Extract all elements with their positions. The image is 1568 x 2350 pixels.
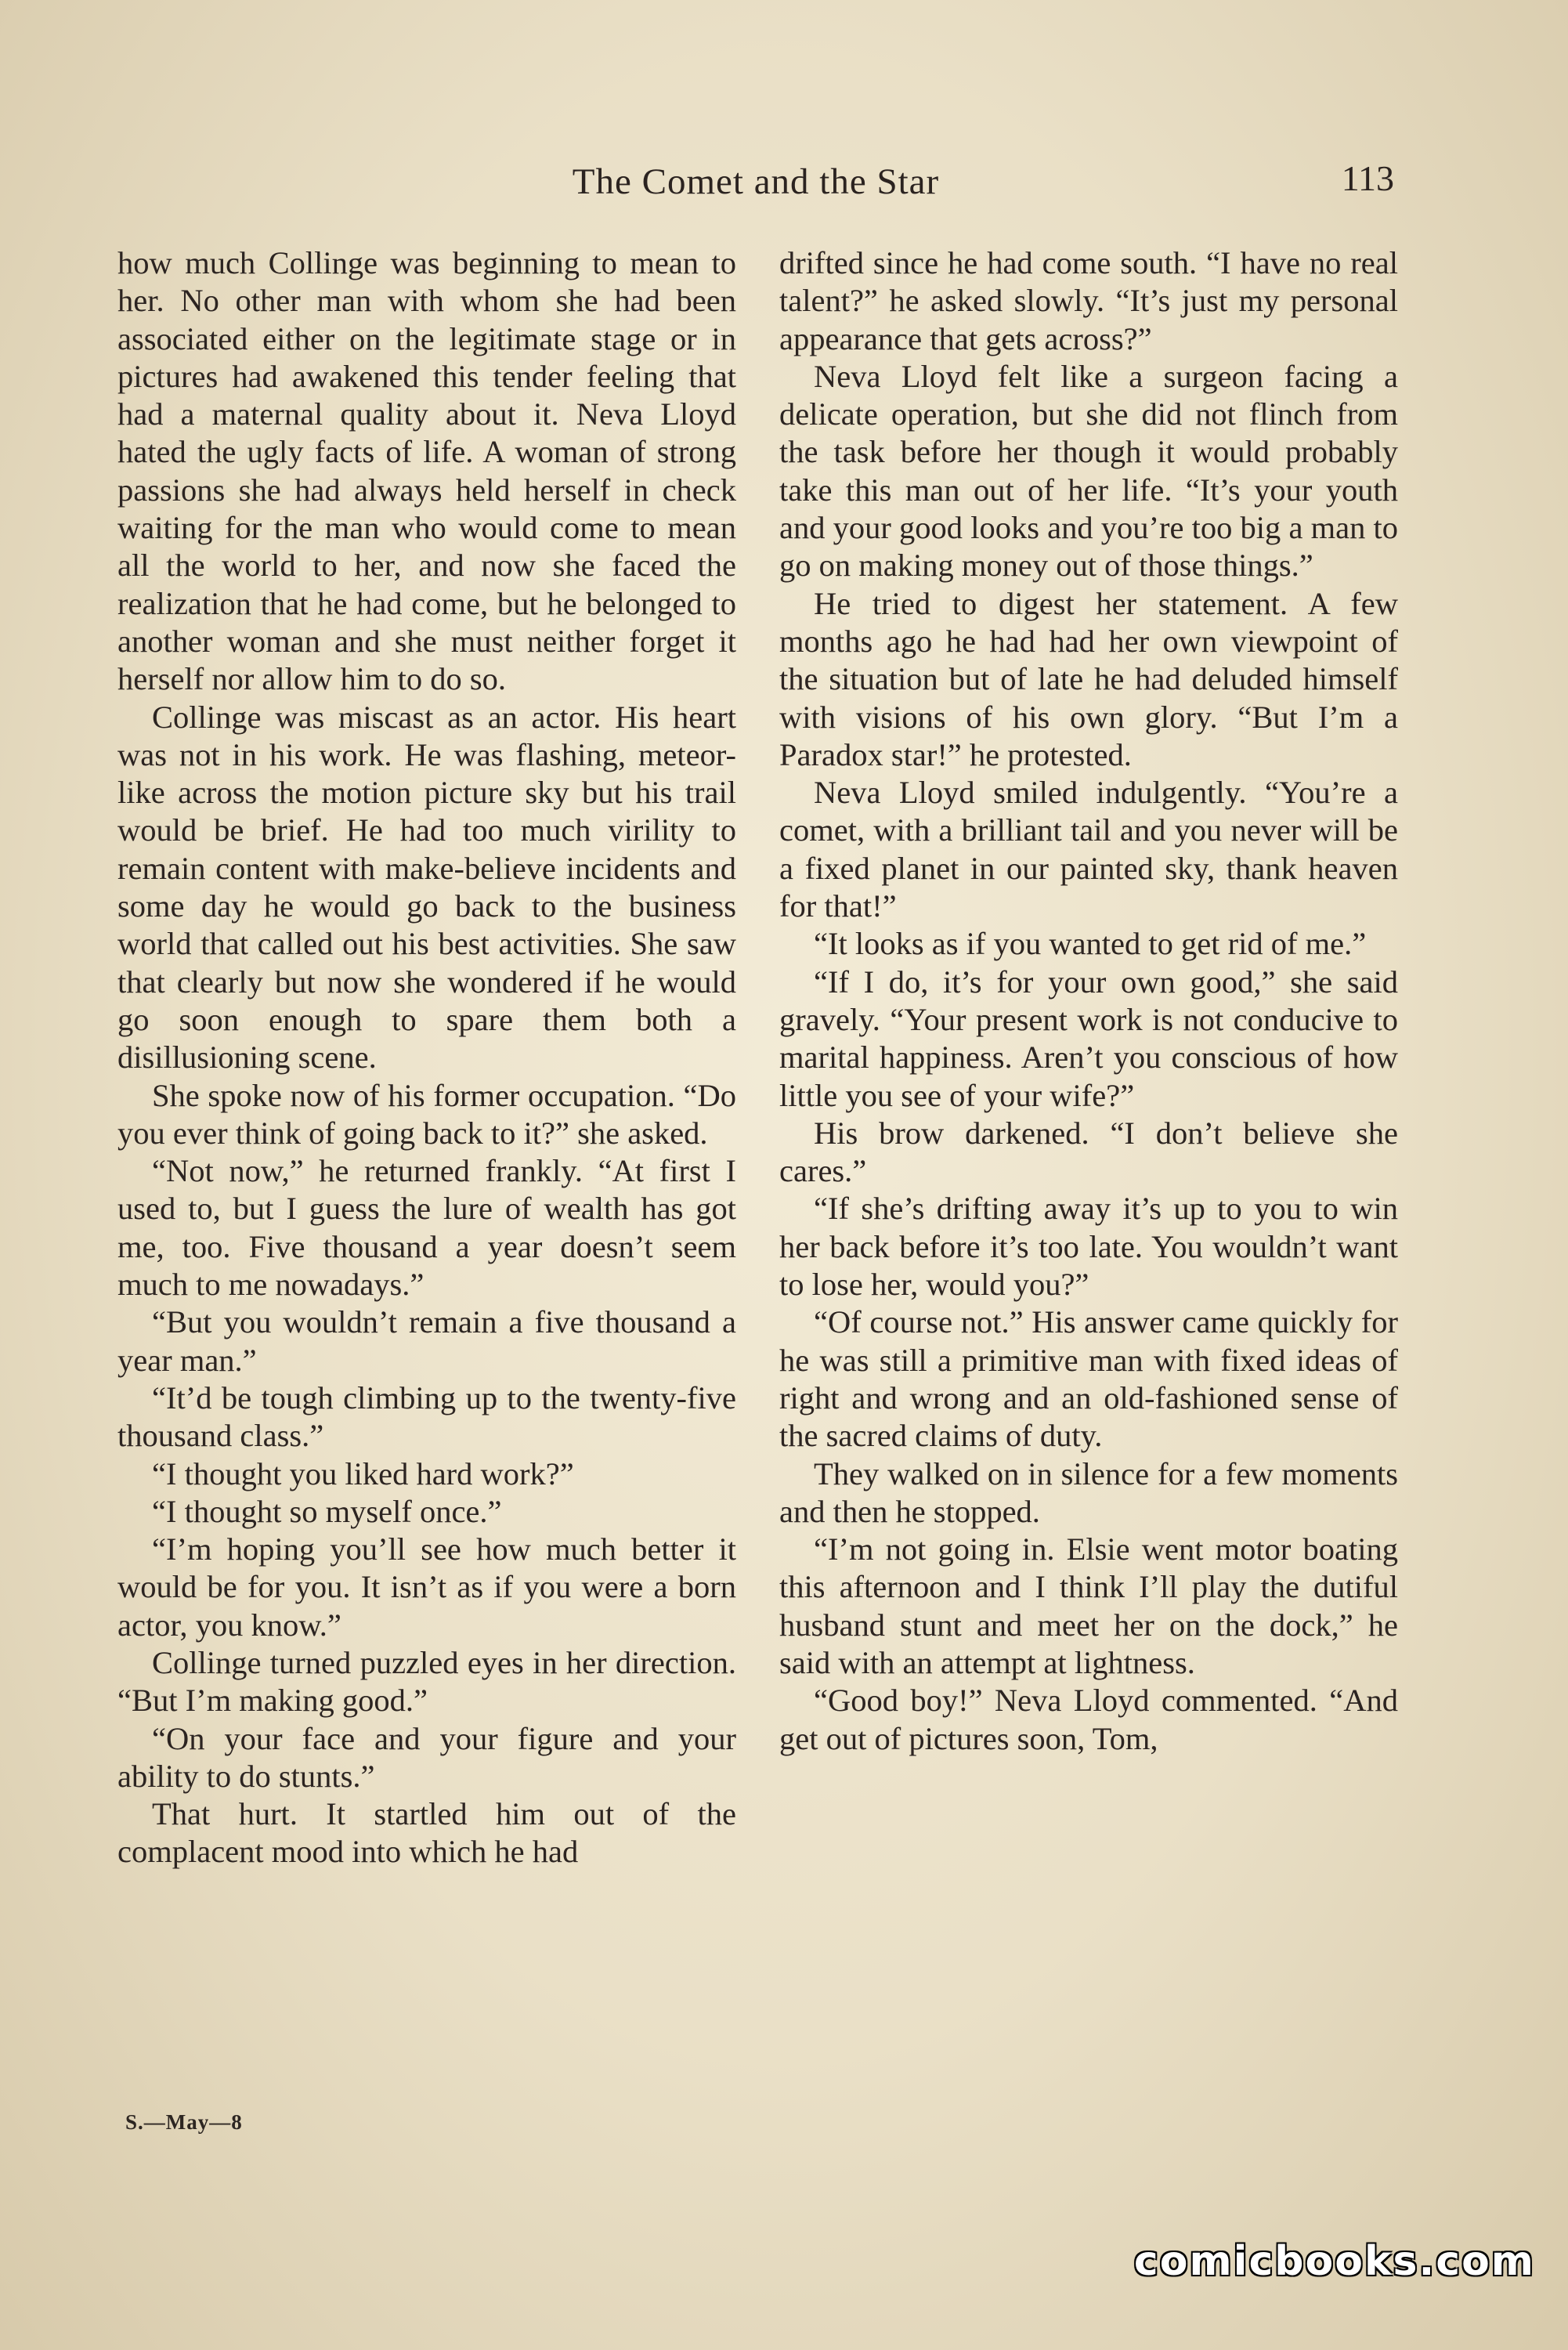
paragraph: That hurt. It startled him out of the complacent mood into which he had xyxy=(117,1796,736,1870)
paragraph: They walked on in silence for a few moments and then he stopped. xyxy=(779,1455,1398,1529)
paragraph: Collinge turned puzzled eyes in her direction. “But I’m making good.” xyxy=(117,1644,736,1719)
paragraph: drifted since he had come south. “I have no real talent?” he asked slowly. “It’s just my personal appearance that gets across?” xyxy=(779,245,1398,356)
page-number: 113 xyxy=(1341,158,1394,198)
paragraph: “On your face and your figure and your ability to do stunts.” xyxy=(117,1720,736,1794)
paragraph: “If I do, it’s for your own good,” she said gravely. “Your present work is not conducive to marital happiness. Aren’t you conscious of how little you see of your wife?” xyxy=(779,964,1398,1113)
site-watermark: comicbooks.com xyxy=(1133,2238,1535,2285)
paragraph: “I thought so myself once.” xyxy=(152,1493,502,1529)
paragraph: She spoke now of his former occupation. “Do you ever think of going back to it?” she asked. xyxy=(117,1077,736,1151)
paragraph: “If she’s drifting away it’s up to you to win her back before it’s too late. You wouldn’t want to lose her, would you?” xyxy=(779,1191,1398,1303)
paragraph: “It’d be tough climbing up to the twenty-five thousand class.” xyxy=(117,1379,736,1454)
paragraph: “I’m not going in. Elsie went motor boating this afternoon and I think I’ll play the dutiful husband stunt and meet her on the dock,” he said with an attempt at lightness. xyxy=(779,1531,1398,1680)
right-column xyxy=(779,244,1398,1758)
printer-signature-mark: S.—May—8 xyxy=(125,2110,243,2134)
paragraph: “I’m hoping you’ll see how much better it would be for you. It isn’t as if you were a born actor, you know.” xyxy=(117,1531,736,1643)
paragraph: Collinge was miscast as an actor. His heart was not in his work. He was flashing, meteor-like across the motion picture sky but his trail would be brief. He had too much virility to remain content with make-believe incidents and some day he would go back to the business world that called out his best activities. She saw that clearly but now she wondered if he would go soon enough to spare them both a disillusioning scene. xyxy=(117,699,736,1076)
paragraph: “Not now,” he returned frankly. “At first I used to, but I guess the lure of wealth has got me, too. Five thousand a year doesn’t seem much to me nowadays.” xyxy=(117,1153,736,1303)
paragraph: “I thought you liked hard work?” xyxy=(152,1455,574,1491)
paragraph: Neva Lloyd felt like a surgeon facing a delicate operation, but she did not flinch from the task before her though it would probably take this man out of her life. “It’s your youth and your good looks and you’re too big a man to go on making money out of those things.” xyxy=(779,358,1398,584)
paragraph: Neva Lloyd smiled indulgently. “You’re a comet, with a brilliant tail and you never will be a fixed planet in our painted sky, thank heaven for that!” xyxy=(779,775,1398,924)
paragraph: “But you wouldn’t remain a five thousand a year man.” xyxy=(117,1304,736,1378)
paragraph: “Good boy!” Neva Lloyd commented. “And get out of pictures soon, Tom, xyxy=(779,1683,1398,1756)
paragraph: “Of course not.” His answer came quickly for he was still a primitive man with fixed ideas of right and wrong and an old-fashioned sense of the sacred claims of duty. xyxy=(779,1304,1398,1454)
paragraph: “It looks as if you wanted to get rid of me.” xyxy=(814,926,1367,962)
running-head xyxy=(117,158,1394,215)
page-title: The Comet and the Star xyxy=(572,161,940,202)
paragraph: how much Collinge was beginning to mean to her. No other man with whom she had been associated either on the legitimate stage or in pictures had awakened this tender feeling that had a maternal quality about it. Neva Lloyd hated the ugly facts of life. A woman of strong passions she had always held herself in check waiting for the man who would come to mean all the world to her, and now she faced the realization that he had come, but he belonged to another woman and she must neither forget it herself nor allow him to do so. xyxy=(117,245,736,697)
left-column xyxy=(117,244,736,1871)
paragraph: His brow darkened. “I don’t believe she cares.” xyxy=(779,1115,1398,1189)
paragraph: He tried to digest her statement. A few months ago he had had her own viewpoint of the situation but of late he had deluded himself with visions of his own glory. “But I’m a Paradox star!” he protested. xyxy=(779,585,1398,772)
